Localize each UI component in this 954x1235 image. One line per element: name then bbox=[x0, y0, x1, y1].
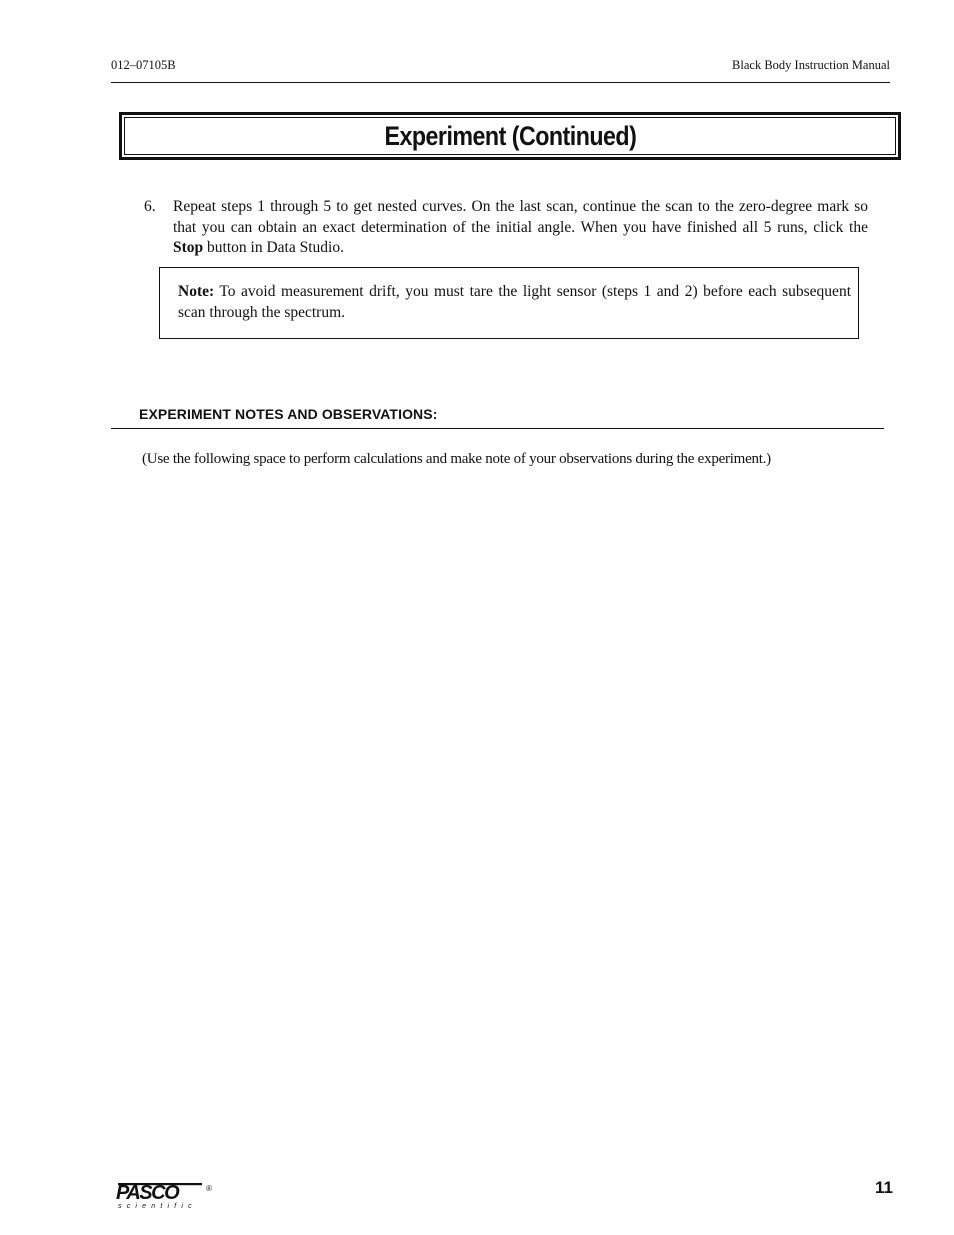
header-rule bbox=[111, 82, 890, 83]
page-number: 11 bbox=[875, 1178, 893, 1197]
title-box bbox=[119, 112, 901, 160]
note-box bbox=[159, 267, 859, 339]
title-inner-frame bbox=[124, 117, 896, 155]
observations-instruction: (Use the following space to perform calculations and make note of your observations during the experiment.) bbox=[142, 451, 771, 467]
pasco-logo bbox=[114, 1180, 224, 1210]
step-text-before: Repeat steps 1 through 5 to get nested curves. On the last scan, continue the scan to the zero-degree mark so that you can obtain an exact determination of the initial angle. When you have finished all 5 runs, click the bbox=[173, 198, 868, 236]
page-title: Experiment (Continued) bbox=[384, 120, 636, 151]
step-text-after: button in Data Studio. bbox=[203, 239, 344, 256]
registered-mark: ® bbox=[206, 1184, 212, 1193]
section-heading: EXPERIMENT NOTES AND OBSERVATIONS: bbox=[139, 406, 438, 422]
note-label: Note: bbox=[178, 283, 215, 300]
stop-keyword: Stop bbox=[173, 239, 204, 256]
note-text: To avoid measurement drift, you must tare the light sensor (steps 1 and 2) before each subsequent scan through the spectrum. bbox=[178, 283, 851, 321]
section-rule bbox=[111, 428, 884, 429]
logo-subtext: scientific bbox=[118, 1203, 197, 1210]
step-6 bbox=[144, 197, 868, 259]
doc-number: 012–07105B bbox=[111, 58, 176, 72]
step-number: 6. bbox=[144, 198, 156, 215]
manual-title: Black Body Instruction Manual bbox=[732, 58, 890, 72]
logo-wordmark: PASCO bbox=[116, 1182, 179, 1204]
step-text bbox=[173, 197, 868, 259]
